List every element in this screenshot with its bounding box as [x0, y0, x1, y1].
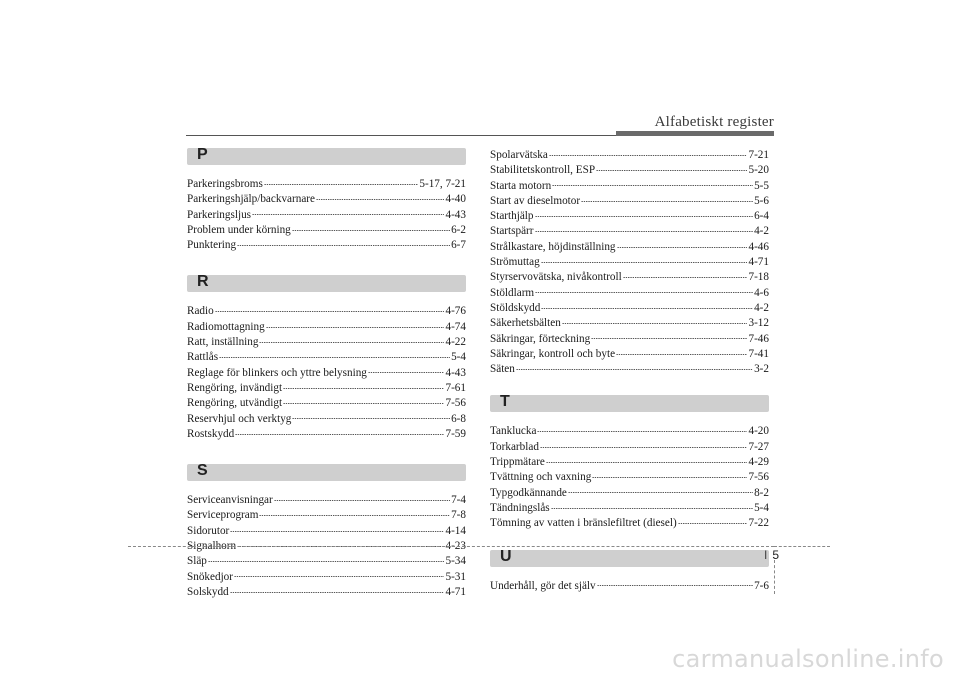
index-entry [187, 350, 466, 365]
page-number [764, 548, 779, 562]
index-entry-page: 4-2 [754, 225, 769, 238]
dot-leader [230, 587, 445, 597]
dot-leader [535, 211, 754, 221]
index-entry [490, 255, 769, 270]
dot-leader [234, 572, 444, 582]
index-entry [490, 224, 769, 239]
dot-leader [259, 337, 444, 347]
index-entry-label: Säkringar, förteckning [490, 332, 591, 345]
index-entry-label: Stabilitetskontroll, ESP [490, 164, 596, 177]
index-entry-page: 4-71 [748, 256, 769, 269]
section-letter: P [197, 146, 208, 163]
section-header-u [490, 547, 769, 567]
index-entry-page: 7-18 [748, 271, 769, 284]
section-header-t [490, 395, 769, 412]
index-entry [490, 270, 769, 285]
index-entry [187, 366, 466, 381]
index-entry-label: Torkarblad [490, 440, 539, 453]
index-entry [490, 455, 769, 470]
dot-leader [274, 495, 450, 505]
index-entry-label: Parkeringsbroms [187, 178, 263, 190]
footer-divider [128, 546, 774, 547]
index-entry-label: Problem under körning [187, 223, 291, 236]
index-entry-label: Tanklucka [490, 425, 537, 438]
index-entry-page: 5-17, 7-21 [419, 178, 466, 190]
index-entry-page: 6-2 [451, 223, 466, 236]
dot-leader [368, 368, 445, 378]
dot-leader [568, 488, 753, 498]
dot-leader [259, 511, 450, 521]
dot-leader [616, 349, 747, 359]
index-entry-label: Underhåll, gör det själv [490, 579, 596, 592]
footer-vertical-rule [774, 560, 775, 594]
index-entry-page: 5-34 [445, 555, 466, 568]
index-entry-page: 7-41 [748, 347, 769, 360]
index-entry-page: 7-46 [748, 332, 769, 345]
index-entry-label: Tömning av vatten i bränslefiltret (diesel) [490, 517, 677, 530]
index-entry-label: Reservhjul och verktyg [187, 412, 292, 425]
dot-leader [535, 227, 754, 237]
index-entry-label: Säkerhetsbälten [490, 317, 561, 330]
index-entry [490, 179, 769, 194]
index-entry-page: 6-4 [754, 210, 769, 223]
section-p-entries [187, 177, 466, 253]
index-entry-label: Parkeringshjälp/backvarnare [187, 193, 315, 206]
section-header-r [187, 275, 466, 292]
index-entry-page: 7-56 [748, 471, 769, 484]
index-entry [187, 508, 466, 523]
index-entry [187, 335, 466, 350]
index-entry [187, 412, 466, 427]
index-entry-label: Säkringar, kontroll och byte [490, 347, 616, 360]
index-entry-label: Radio [187, 305, 214, 318]
index-entry-label: Tvättning och vaxning [490, 471, 592, 484]
dot-leader [208, 557, 445, 567]
index-entry-page: 7-8 [451, 509, 466, 522]
index-entry-label: Spolarvätska [490, 149, 548, 161]
dot-leader [235, 429, 444, 439]
index-entry [490, 240, 769, 255]
index-entry-label: Strålkastare, höjdinställning [490, 240, 616, 253]
index-entry [187, 570, 466, 585]
index-entry-page: 7-4 [451, 494, 466, 507]
index-entry [187, 304, 466, 319]
index-entry-label: Serviceanvisningar [187, 494, 273, 507]
index-entry-page: 7-59 [445, 427, 466, 440]
dot-leader [551, 503, 753, 513]
section-u-entries [490, 579, 769, 594]
index-entry-page: 4-76 [445, 305, 466, 318]
index-entry-label: Starthjälp [490, 210, 534, 223]
dot-leader [283, 399, 444, 409]
index-entry-page: 7-61 [445, 381, 466, 394]
index-entry-label: Tändningslås [490, 501, 550, 514]
index-entry [187, 177, 466, 192]
index-entry-page: 4-2 [754, 301, 769, 314]
section-t-entries [490, 424, 769, 531]
index-entry [490, 470, 769, 485]
dot-leader [219, 353, 450, 363]
index-column-left [187, 148, 466, 622]
section-s-entries-part2 [490, 148, 769, 377]
dot-leader [597, 581, 753, 591]
index-entry [490, 286, 769, 301]
header-accent-bar [616, 131, 774, 136]
section-header-p [187, 148, 466, 165]
index-entry [490, 316, 769, 331]
index-entry-label: Parkeringsljus [187, 208, 252, 221]
index-entry-label: Start av dieselmotor [490, 194, 581, 207]
index-entry-label: Rengöring, invändigt [187, 381, 283, 394]
section-header-s [187, 464, 466, 481]
index-entry [490, 362, 769, 377]
dot-leader [581, 196, 753, 206]
index-entry-label: Säten [490, 363, 515, 376]
index-entry-label: Rattlås [187, 351, 219, 364]
dot-leader [292, 225, 450, 235]
index-entry [490, 501, 769, 516]
index-entry [490, 163, 769, 178]
index-entry [187, 192, 466, 207]
section-letter: R [197, 273, 209, 291]
index-entry-page: 7-56 [445, 397, 466, 410]
dot-leader [215, 307, 445, 317]
index-entry-label: Reglage för blinkers och yttre belysning [187, 366, 367, 379]
index-entry-page: 7-6 [754, 579, 769, 592]
index-entry-label: Snökedjor [187, 570, 233, 583]
index-entry-label: Punktering [187, 239, 237, 252]
watermark: carmanualsonline.info [672, 645, 944, 673]
index-entry-page: 4-43 [445, 208, 466, 221]
index-entry [187, 585, 466, 600]
dot-leader [516, 364, 753, 374]
index-entry-label: Rengöring, utvändigt [187, 397, 283, 410]
index-entry-page: 5-4 [754, 501, 769, 514]
index-entry-page: 4-71 [445, 585, 466, 598]
index-entry [490, 579, 769, 594]
index-entry-page: 4-20 [748, 425, 769, 438]
index-entry-page: 8-2 [754, 486, 769, 499]
index-entry-page: 4-14 [445, 524, 466, 537]
dot-leader [591, 334, 747, 344]
index-entry-page: 4-46 [748, 240, 769, 253]
index-entry [187, 427, 466, 442]
index-entry [490, 486, 769, 501]
index-entry [187, 223, 466, 238]
index-entry-label: Radiomottagning [187, 320, 265, 333]
section-number: I [764, 548, 768, 562]
index-entry-label: Styrservovätska, nivåkontroll [490, 271, 622, 284]
index-entry-page: 4-6 [754, 286, 769, 299]
dot-leader [617, 242, 748, 252]
dot-leader [552, 181, 753, 191]
index-entry [490, 424, 769, 439]
footer-divider-right [774, 546, 830, 547]
index-entry [187, 554, 466, 569]
index-entry-label: Serviceprogram [187, 509, 259, 522]
dot-leader [592, 473, 747, 483]
dot-leader [678, 519, 748, 529]
dot-leader [230, 526, 444, 536]
index-entry-page: 5-31 [445, 570, 466, 583]
page-title: Alfabetiskt register [654, 114, 774, 130]
dot-leader [596, 166, 747, 176]
index-entry-label: Släp [187, 555, 207, 568]
index-entry-page: 4-29 [748, 456, 769, 469]
dot-leader [541, 303, 753, 313]
index-entry-label: Strömuttag [490, 256, 540, 269]
index-entry-page: 4-74 [445, 320, 466, 333]
dot-leader [266, 322, 445, 332]
index-entry-page: 6-8 [451, 412, 466, 425]
index-entry-page: 4-22 [445, 336, 466, 349]
index-entry-page: 5-6 [754, 194, 769, 207]
index-entry-label: Stöldskydd [490, 301, 541, 314]
index-entry [187, 320, 466, 335]
index-entry [490, 194, 769, 209]
index-entry [187, 381, 466, 396]
index-entry-label: Signalhorn [187, 540, 237, 553]
index-entry-page: 7-21 [748, 149, 769, 161]
dot-leader [546, 457, 748, 467]
index-entry [187, 493, 466, 508]
index-entry-page: 4-23 [445, 540, 466, 553]
dot-leader [623, 273, 748, 283]
dot-leader [316, 195, 445, 205]
index-entry-label: Trippmätare [490, 456, 545, 469]
index-entry-page: 5-5 [754, 179, 769, 192]
section-letter: T [500, 393, 510, 411]
dot-leader [252, 210, 444, 220]
index-entry-label: Rostskydd [187, 427, 235, 440]
index-entry-page: 7-27 [748, 440, 769, 453]
index-entry-label: Sidorutor [187, 524, 230, 537]
dot-leader [264, 179, 419, 189]
index-entry [490, 301, 769, 316]
index-entry-label: Startspärr [490, 225, 534, 238]
dot-leader [562, 319, 748, 329]
index-entry-label: Typgodkännande [490, 486, 567, 499]
index-entry-page: 5-4 [451, 351, 466, 364]
index-entry [490, 440, 769, 455]
dot-leader [292, 414, 450, 424]
dot-leader [549, 150, 748, 160]
index-entry [490, 332, 769, 347]
section-letter: S [197, 462, 208, 480]
dot-leader [537, 427, 747, 437]
index-entry [187, 396, 466, 411]
section-letter: U [500, 547, 512, 565]
index-entry [490, 209, 769, 224]
dot-leader [535, 288, 753, 298]
index-entry [490, 347, 769, 362]
index-entry [490, 148, 769, 163]
index-entry [187, 208, 466, 223]
header-divider [186, 135, 616, 136]
index-entry-label: Starta motorn [490, 179, 552, 192]
index-entry-label: Ratt, inställning [187, 336, 259, 349]
index-entry [187, 524, 466, 539]
index-entry-page: 4-43 [445, 366, 466, 379]
index-entry [187, 238, 466, 253]
index-column-right [490, 148, 769, 612]
dot-leader [540, 442, 748, 452]
index-entry-page: 7-22 [748, 517, 769, 530]
page-number-value: 5 [772, 548, 780, 562]
index-entry-page: 5-20 [748, 164, 769, 177]
dot-leader [541, 257, 748, 267]
index-entry-page: 3-12 [748, 317, 769, 330]
index-entry [490, 516, 769, 531]
dot-leader [237, 240, 450, 250]
index-entry-page: 3-2 [754, 363, 769, 376]
dot-leader [283, 383, 444, 393]
index-entry-page: 6-7 [451, 239, 466, 252]
index-entry-page: 4-40 [445, 193, 466, 206]
section-r-entries [187, 304, 466, 442]
index-entry-label: Stöldlarm [490, 286, 535, 299]
index-entry-label: Solskydd [187, 585, 229, 598]
